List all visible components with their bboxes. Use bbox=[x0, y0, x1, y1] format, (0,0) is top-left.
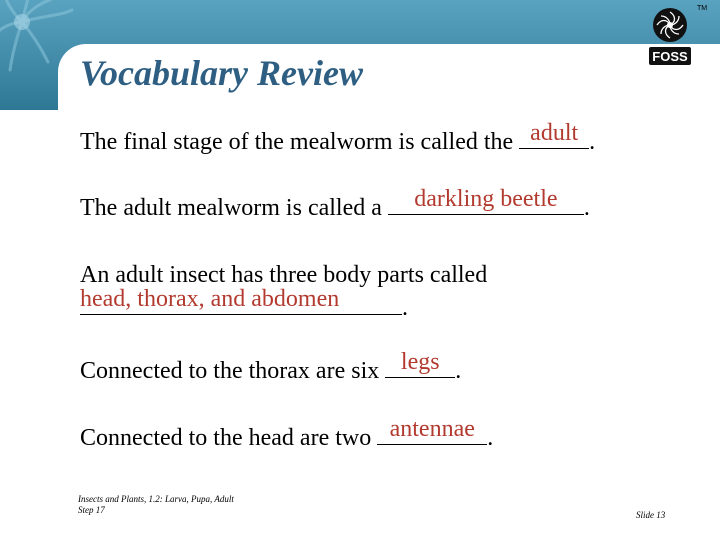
question-4-end: . bbox=[455, 358, 462, 384]
answer-blank-1 bbox=[519, 120, 589, 149]
question-4 bbox=[80, 349, 462, 385]
footer-step: Step 17 bbox=[78, 505, 105, 515]
trademark-mark: TM bbox=[697, 5, 708, 12]
question-3-answer-line bbox=[80, 286, 408, 322]
answer-blank-5 bbox=[377, 416, 487, 445]
question-5-end: . bbox=[487, 425, 494, 451]
answer-blank-3 bbox=[80, 286, 402, 315]
question-5-text: Connected to the head are two bbox=[80, 425, 378, 451]
footer-course: Insects and Plants, 1.2: Larva, Pupa, Adult bbox=[78, 494, 234, 504]
answer-3: head, thorax, and abdomen bbox=[80, 286, 340, 312]
question-1-end: . bbox=[589, 129, 596, 155]
footer-course-info bbox=[78, 494, 234, 516]
logo-text: FOSS bbox=[652, 49, 688, 64]
slide-number: Slide 13 bbox=[636, 510, 666, 520]
answer-1: adult bbox=[530, 120, 579, 146]
answer-blank-2 bbox=[388, 186, 584, 215]
question-1 bbox=[80, 120, 596, 156]
question-2-text: The adult mealworm is called a bbox=[80, 195, 388, 221]
answer-2: darkling beetle bbox=[414, 186, 558, 212]
question-4-text: Connected to the thorax are six bbox=[80, 358, 386, 384]
question-3 bbox=[80, 262, 487, 289]
question-1-text: The final stage of the mealworm is called the bbox=[80, 129, 520, 155]
answer-5: antennae bbox=[389, 416, 475, 442]
question-3-end: . bbox=[402, 295, 408, 321]
question-2 bbox=[80, 186, 590, 222]
page-title: Vocabulary Review bbox=[80, 53, 363, 93]
question-5 bbox=[80, 416, 494, 452]
question-2-end: . bbox=[583, 195, 590, 221]
answer-4: legs bbox=[400, 349, 440, 375]
answer-blank-4 bbox=[385, 349, 455, 378]
question-3-text: An adult insect has three body parts called bbox=[80, 262, 488, 288]
foss-logo bbox=[648, 5, 692, 67]
